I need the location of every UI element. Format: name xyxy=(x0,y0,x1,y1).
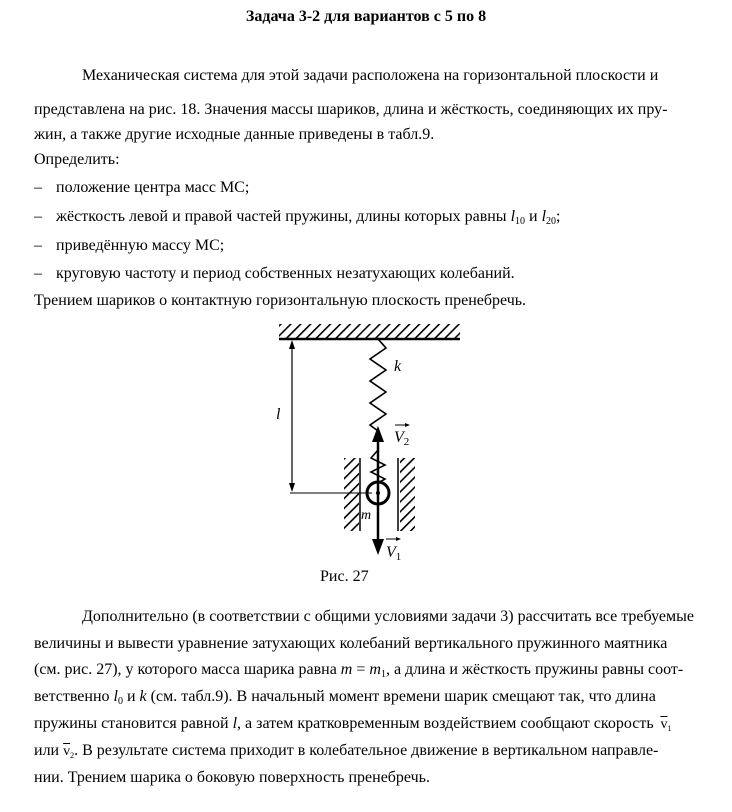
symbol-l: l xyxy=(510,208,516,225)
symbol-l: l xyxy=(541,208,547,225)
additional-line-5 xyxy=(34,714,671,735)
label-v2-letter: V xyxy=(394,429,404,446)
text: , а длина и жёсткость пружины равны соот- xyxy=(385,661,684,678)
text: ветственно xyxy=(34,688,114,705)
list-item-text: круговую частоту и период собственных незатухающих колебаний. xyxy=(56,265,515,282)
list-dash: – xyxy=(34,208,42,225)
label-v2 xyxy=(394,429,409,448)
determine-label: Определить: xyxy=(34,151,120,168)
list-dash: – xyxy=(34,265,42,282)
label-v1-sub: 1 xyxy=(395,551,402,563)
symbol-m: m xyxy=(369,661,381,678)
symbol-k: k xyxy=(139,688,147,705)
ceiling-hatch xyxy=(279,324,460,338)
label-v2-sub: 2 xyxy=(403,436,410,448)
right-wall-hatch xyxy=(400,458,415,531)
figure-caption: Рис. 27 xyxy=(320,568,369,585)
additional-line-4 xyxy=(34,687,656,707)
subscript: 0 xyxy=(117,696,123,707)
text: и xyxy=(122,688,140,705)
symbol-l: l xyxy=(232,715,238,732)
intro-line-2: представлена на рис. 18. Значения массы шариков, длина и жёсткость, соединяющих их пру- xyxy=(34,101,668,118)
left-wall-hatch xyxy=(344,458,359,531)
text: пружины становится равной xyxy=(34,715,233,732)
additional-line-3 xyxy=(34,660,683,680)
list-item-text: приведённую массу МС; xyxy=(56,237,225,254)
symbol-m: m xyxy=(340,661,353,678)
text: (см. рис. 27), у которого масса шарика равна xyxy=(34,661,341,678)
text: или xyxy=(34,742,64,759)
ball-center xyxy=(376,491,380,495)
subscript: 1 xyxy=(380,669,386,680)
friction-note: Трением шариков о контактную горизонтальную плоскость пренебречь. xyxy=(34,292,527,309)
task-title: Задача 3-2 для вариантов с 5 по 8 xyxy=(245,8,487,25)
text: , а затем кратковременным воздействием сообщают скорость xyxy=(237,715,658,732)
text: . В результате система приходит в колебательное движение в вертикальном направле- xyxy=(74,742,659,759)
text: (см. табл.9). В начальный момент времени шарик смещают так, что длина xyxy=(146,688,656,705)
symbol-l: l xyxy=(113,688,118,705)
list-item-text: жёсткость левой и правой частей пружины, длины которых равны xyxy=(56,208,511,225)
additional-line-6 xyxy=(34,741,658,762)
list-dash: – xyxy=(34,179,42,196)
dimension-arrow-down xyxy=(289,483,295,492)
vector-v2-letter: $\overline{v}$ xyxy=(63,744,71,759)
subscript: 20 xyxy=(546,216,557,227)
vector-v1-sub: 1 xyxy=(667,724,672,733)
v1-vector-tip xyxy=(396,537,401,541)
vector-v2 xyxy=(63,742,74,762)
list-item-text: положение центра масс МС; xyxy=(56,179,250,196)
label-m: m xyxy=(361,508,372,523)
dimension-arrow-up xyxy=(289,340,295,349)
label-k: k xyxy=(394,358,402,375)
punctuation: ; xyxy=(556,208,561,225)
additional-line-7: нии. Трением шарика о боковую поверхность пренебречь. xyxy=(34,769,430,786)
label-l: l xyxy=(276,406,281,423)
conjunction: и xyxy=(525,208,542,225)
intro-line-3: жин, а также другие исходные данные приведены в табл.9. xyxy=(34,126,435,143)
intro-line-1: Механическая система для этой задачи расположена на горизонтальной плоскости и xyxy=(82,67,659,84)
vector-v1 xyxy=(658,715,672,735)
equals: = xyxy=(352,661,370,678)
additional-line-2: величины и вывести уравнение затухающих колебаний вертикального пружинного маятника xyxy=(34,635,668,652)
list-dash: – xyxy=(34,237,42,254)
additional-line-1: Дополнительно (в соответствии с общими условиями задачи 3) рассчитать все требуемые xyxy=(82,608,694,625)
subscript: 10 xyxy=(515,216,526,227)
vector-v2-sub: 2 xyxy=(70,751,75,760)
label-v1 xyxy=(386,544,401,563)
v2-vector-tip xyxy=(405,423,410,427)
vector-v1-letter: $\overline{v}$ xyxy=(660,717,668,732)
velocity-v1-arrowhead xyxy=(372,539,384,555)
label-v1-letter: V xyxy=(386,544,396,561)
